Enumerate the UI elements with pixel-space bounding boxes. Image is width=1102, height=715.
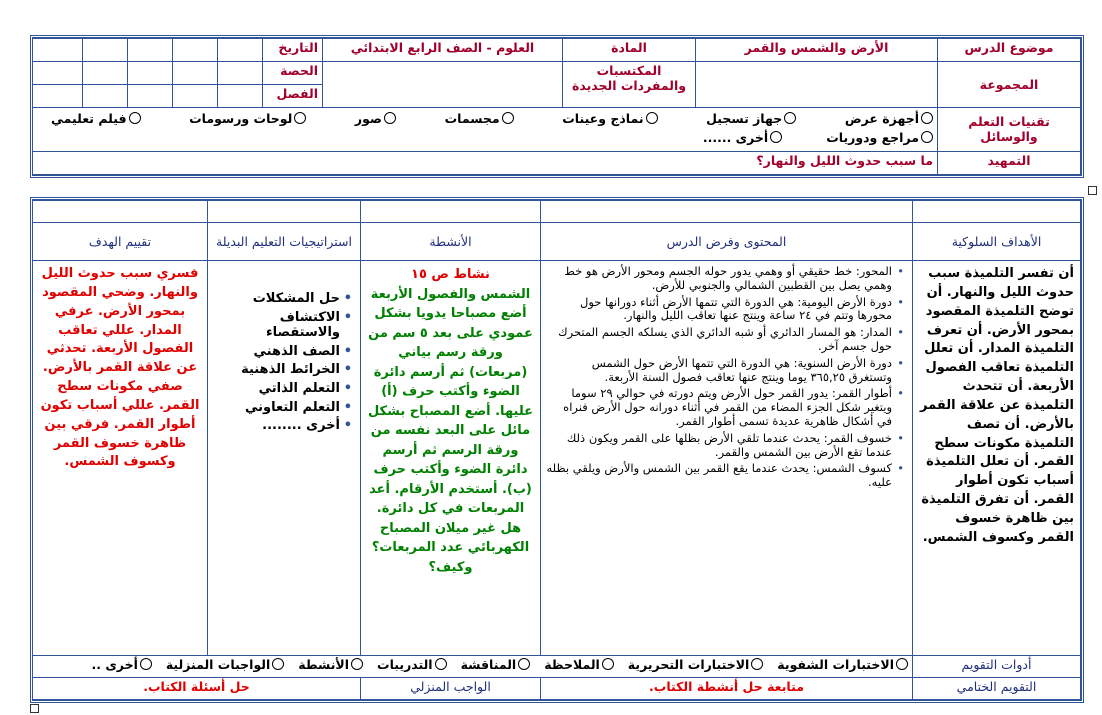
assessment-option[interactable]: المناقشة [461,657,531,672]
assessment-option[interactable]: الملاحظة [544,657,614,672]
tool-option[interactable]: جهاز تسجيل [706,111,796,126]
lesson-header-table [30,35,1084,178]
col-objectives: الأهداف السلوكية [913,223,1081,261]
objectives-text: أن تفسر التلميذة سبب حدوث الليل والنهار. أن توضح التلميذة المقصود بمحور الأرض. أن تعرف التلميذة المدار. أن تعلل التلميذة تعاقب الفصول الأربعة. أن تتحدث التلميذة عن علاقة القمر بالأرض. أن تصف التلميذة مكونات سطح القمر. أن تعلل التلميذة أسباب تكون أطوار القمر. أن تفرق التلميذة بين ظاهرة خسوف القمر وكسوف الشمس. [913,261,1081,656]
cell [33,39,83,62]
cell [913,201,1081,223]
tech-label: تقنيات التعلم والوسائل [938,108,1081,152]
assessment-option[interactable]: الأنشطة [298,657,363,672]
homework-label: الواجب المنزلي [361,678,541,700]
radio-icon [602,658,614,670]
assessment-option[interactable]: التدريبات [377,657,447,672]
assessment-option[interactable]: أخرى .. [91,657,151,672]
list-item[interactable]: • الاكتشاف والاستقصاء [212,310,340,341]
radio-icon [140,658,152,670]
radio-icon [351,658,363,670]
tool-option[interactable]: نماذج وعينات [562,111,657,126]
final-assessment-label: التقويم الختامي [913,678,1081,700]
list-item[interactable]: • حل المشكلات [212,291,340,307]
cell [128,62,173,85]
cell [83,39,128,62]
table-move-handle[interactable] [1088,186,1097,195]
col-content: المحتوى وفرض الدرس [541,223,913,261]
cell [218,62,263,85]
subject-label: المادة [563,39,696,62]
evaluation-text: فسري سبب حدوث الليل والنهار. وضحي المقصود بمحور الأرض. عرفي المدار. عللي تعاقب الفصول الأربعة. تحدثي عن علاقة القمر بالأرض. صفي مكونات سطح القمر. عللي أسباب تكون أطوار القمر. فرقي بين ظاهرة خسوف القمر وكسوف الشمس. [33,261,208,656]
cell [361,201,541,223]
assessment-option[interactable]: الاختبارات الشفوية [777,657,908,672]
radio-icon [518,658,530,670]
date-label: التاريخ [263,39,323,62]
homework-value: حل أسئلة الكتاب. [33,678,361,700]
strategies-cell [208,261,361,656]
intro-label: التمهيد [938,151,1081,174]
cell [33,62,83,85]
radio-icon [129,112,141,124]
tools-row [37,111,933,126]
cell [173,39,218,62]
list-item[interactable]: • التعلم الذاتي [212,381,340,397]
class-label: الفصل [263,85,323,108]
assessment-tools-label: أدوات التقويم [913,656,1081,678]
radio-icon [770,131,782,143]
list-item: • أطوار القمر: يدور القمر حول الأرض ويتم دورته في حوالي ٢٩ سوما ويتغير شكل الجزء المضاء من القمر في أثناء دورانه حول الأرض فنراه في أشكال ظاهرية عديدة تسمى أطوار القمر. [545,387,892,428]
cell [83,62,128,85]
radio-icon [646,112,658,124]
cell [173,85,218,108]
cell [33,85,83,108]
cell [83,85,128,108]
list-item[interactable]: • التعلم التعاوني [212,400,340,416]
list-item: • كسوف الشمس: يحدث عندما يقع القمر بين الشمس والأرض ويلقي بظله عليه. [545,462,892,490]
cell [541,201,913,223]
list-item: • دورة الأرض السنوية: هي الدورة التي تتمها الأرض حول الشمس وتستغرق ٣٦٥,٢٥ يوما وينتج عنها تعاقب فصول السنة الأربعة. [545,357,892,385]
final-assessment-value: متابعة حل أنشطة الكتاب. [541,678,913,700]
radio-icon [921,131,933,143]
content-cell [541,261,913,656]
list-item: • دورة الأرض اليومية: هي الدورة التي تتمها الأرض أثناء دورانها حول محورها وتتم في ٢٤ ساعة وينتج عنها تعاقب الليل والنهار. [545,296,892,324]
list-item: • المدار: هو المسار الدائري أو شبه الدائري الذي يسلكه الجسم المتحرك حول جسم آخر. [545,326,892,354]
radio-icon [502,112,514,124]
cell [218,85,263,108]
col-evaluation: تقييم الهدف [33,223,208,261]
radio-icon [921,112,933,124]
radio-icon [384,112,396,124]
tool-option[interactable]: مجسمات [445,111,514,126]
radio-icon [272,658,284,670]
tool-option[interactable]: مراجع ودوريات [826,130,933,145]
tool-option[interactable]: فيلم تعليمي [51,111,141,126]
tool-option[interactable]: أجهزة عرض [845,111,933,126]
cell [128,85,173,108]
tool-option[interactable]: لوحات ورسومات [189,111,306,126]
vocab-label: المكتسبات والمفردات الجديدة [563,62,696,108]
tools-cell [33,108,938,152]
table-resize-handle[interactable] [30,704,39,713]
radio-icon [896,658,908,670]
subject-value: العلوم - الصف الرابع الابتدائي [323,39,563,62]
tools-row-2 [37,130,933,145]
lesson-subject-label: موضوع الدرس [938,39,1081,62]
list-item: • خسوف القمر: يحدث عندما تلقي الأرض بظلها على القمر ويكون ذلك عندما تقع الأرض بين الشمس والقمر. [545,432,892,460]
content-list [545,265,906,490]
activity-cell [361,261,541,656]
lesson-plan-table [30,197,1084,703]
col-activities: الأنشطة [361,223,541,261]
assessment-option[interactable]: الواجبات المنزلية [166,657,284,672]
list-item[interactable]: • أخرى ........ [212,418,340,434]
assessment-tools-cell [33,656,913,678]
cell [128,39,173,62]
activity-body: الشمس والفصول الأربعة أضع مصباحا يدويا بشكل عمودي على بعد ٥ سم من ورقة رسم بياني (مربعات) ثم أرسم دائرة الضوء وأكتب حرف (أ) عليها. أضع المصباح بشكل مائل على البعد نفسه من ورقة الرسم ثم أرسم دائرة الضوء وأكتب حرف (ب). أستخدم الأرقام. أعد المربعات في كل دائرة. هل غير ميلان المصباح الكهربائي عدد المربعات؟ وكيف؟ [367,286,534,575]
list-item[interactable]: • الصف الذهني [212,344,340,360]
tool-option[interactable]: صور [355,111,396,126]
col-strategies: استراتيجيات التعليم البديلة [208,223,361,261]
cell [33,201,208,223]
period-label: الحصة [263,62,323,85]
cell [218,39,263,62]
radio-icon [784,112,796,124]
strategies-list [212,291,354,434]
activity-title: نشاط ص ١٥ [411,267,490,282]
list-item[interactable]: • الخرائط الذهنية [212,362,340,378]
intro-value: ما سبب حدوث الليل والنهار؟ [33,151,938,174]
radio-icon [435,658,447,670]
list-item: • المحور: خط حقيقي أو وهمي يدور حوله الجسم ومحور الأرض هو خط وهمي يصل بين القطبين الشمالي والجنوبي للأرض. [545,265,892,293]
cell [173,62,218,85]
group-value [696,62,938,108]
vocab-value [323,62,563,108]
cell [208,201,361,223]
group-label: المجموعة [938,62,1081,108]
radio-icon [294,112,306,124]
lesson-subject-value: الأرض والشمس والقمر [696,39,938,62]
radio-icon [751,658,763,670]
assessment-option[interactable]: الاختبارات التحريرية [628,657,764,672]
tool-option[interactable]: أخرى ...... [703,130,782,145]
